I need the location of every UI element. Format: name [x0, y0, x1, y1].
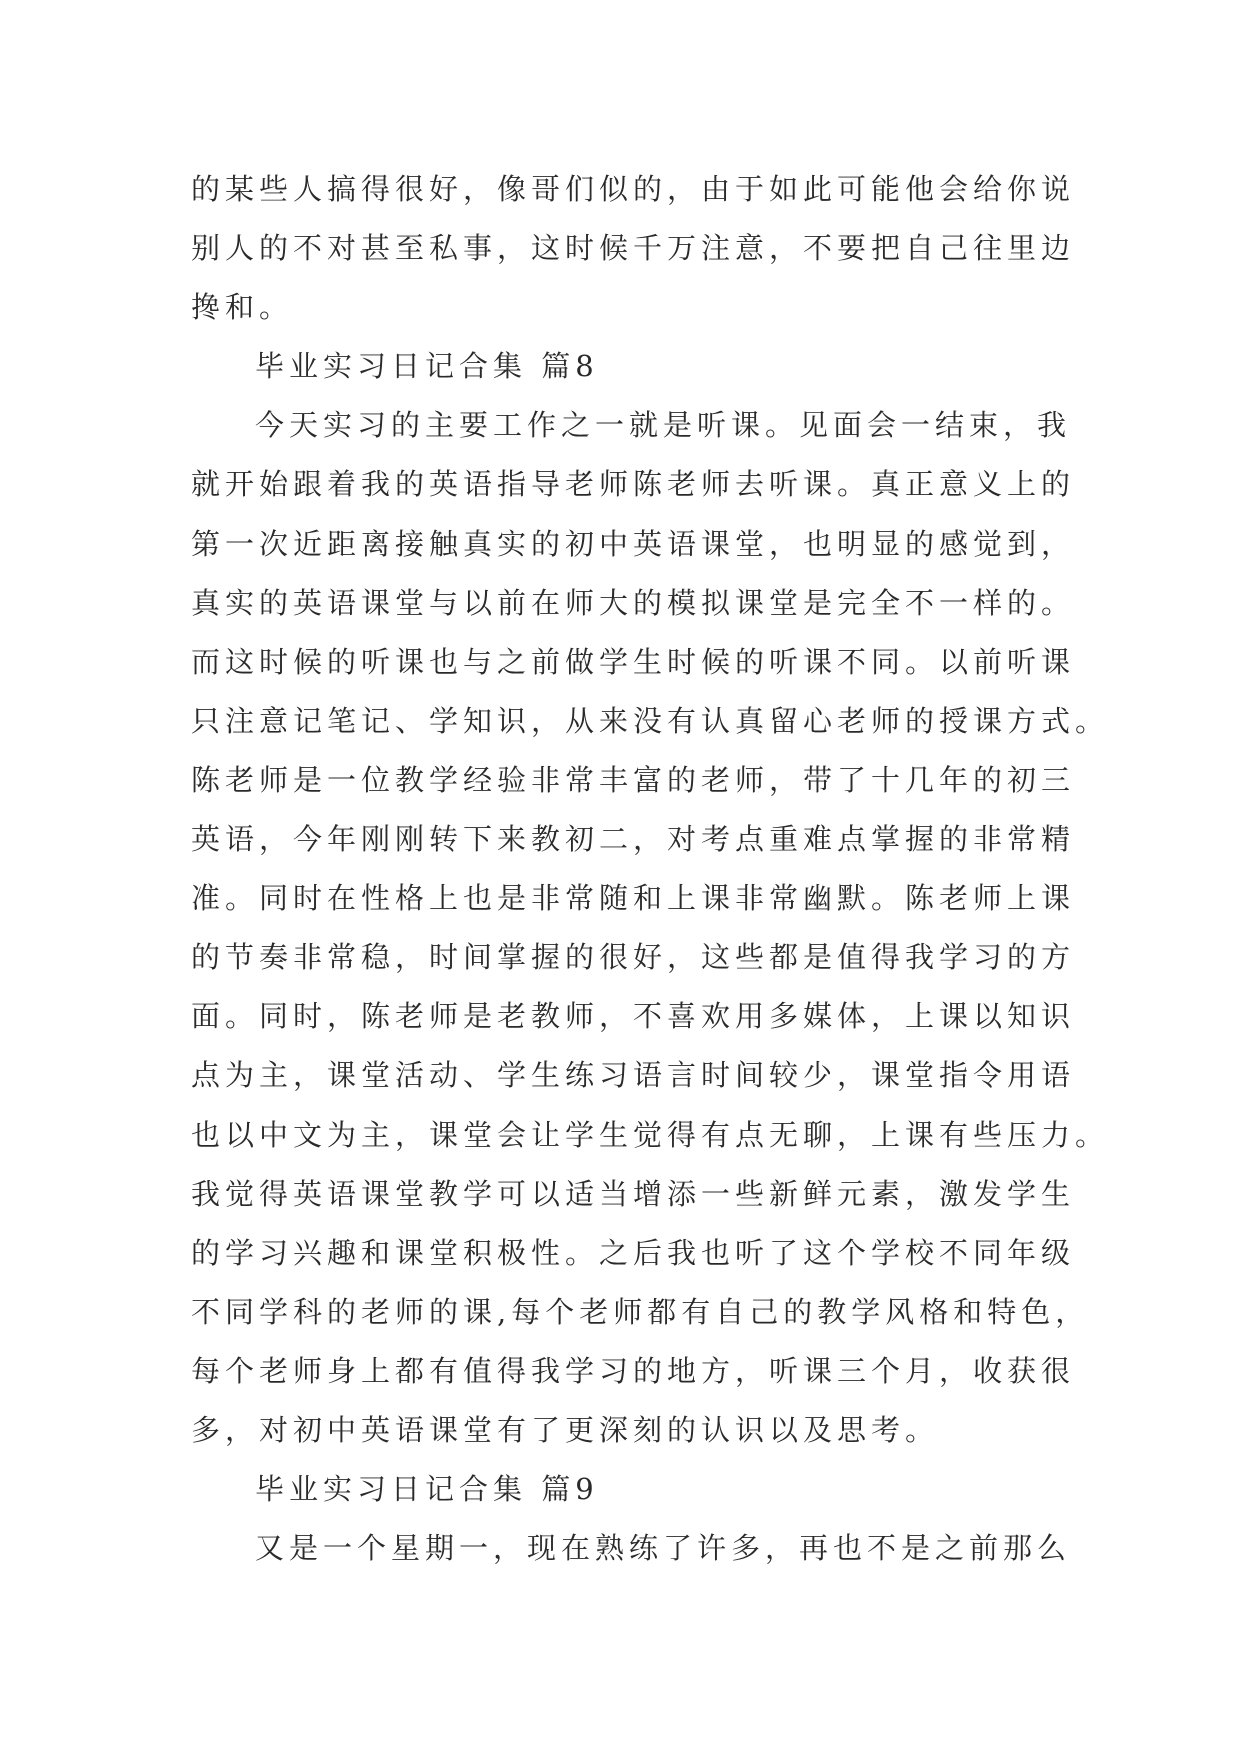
body-line: 的学习兴趣和课堂积极性。之后我也听了这个学校不同年级 [191, 1235, 1076, 1270]
body-line: 多，对初中英语课堂有了更深刻的认识以及思考。 [191, 1412, 940, 1447]
body-line: 的某些人搞得很好，像哥们似的，由于如此可能他会给你说 [191, 172, 1076, 206]
body-line: 而这时候的听课也与之前做学生时候的听课不同。以前听课 [191, 644, 1076, 679]
body-line: 陈老师是一位教学经验非常丰富的老师，带了十几年的初三 [191, 762, 1076, 797]
body-line: 准。同时在性格上也是非常随和上课非常幽默。陈老师上课 [191, 881, 1076, 916]
body-line: 第一次近距离接触真实的初中英语课堂，也明显的感觉到， [191, 526, 1076, 561]
document-body [191, 160, 1110, 1578]
paragraph-first-line: 今天实习的主要工作之一就是听课。见面会一结束，我 [255, 408, 1072, 443]
section-heading-9: 毕业实习日记合集 篇9 [255, 1472, 599, 1507]
body-line: 每个老师身上都有值得我学习的地方，听课三个月，收获很 [191, 1353, 1076, 1388]
body-line: 就开始跟着我的英语指导老师陈老师去听课。真正意义上的 [191, 467, 1076, 502]
body-line: 只注意记笔记、学知识，从来没有认真留心老师的授课方式。 [191, 703, 1110, 738]
paragraph-first-line: 又是一个星期一，现在熟练了许多，再也不是之前那么 [255, 1531, 1072, 1566]
body-line: 也以中文为主，课堂会让学生觉得有点无聊，上课有些压力。 [191, 1117, 1110, 1152]
body-line: 别人的不对甚至私事，这时候千万注意，不要把自己往里边 [191, 231, 1076, 266]
body-line: 的节奏非常稳，时间掌握的很好，这些都是值得我学习的方 [191, 940, 1076, 975]
body-line: 真实的英语课堂与以前在师大的模拟课堂是完全不一样的。 [191, 585, 1076, 620]
body-line: 英语，今年刚刚转下来教初二，对考点重难点掌握的非常精 [191, 822, 1076, 857]
body-line: 不同学科的老师的课,每个老师都有自己的教学风格和特色， [191, 1294, 1090, 1329]
section-heading-8: 毕业实习日记合集 篇8 [255, 349, 599, 384]
body-line: 我觉得英语课堂教学可以适当增添一些新鲜元素，激发学生 [191, 1176, 1076, 1211]
body-line: 面。同时，陈老师是老教师，不喜欢用多媒体，上课以知识 [191, 999, 1076, 1034]
body-line: 搀和。 [191, 290, 294, 325]
body-line: 点为主，课堂活动、学生练习语言时间较少，课堂指令用语 [191, 1058, 1076, 1093]
